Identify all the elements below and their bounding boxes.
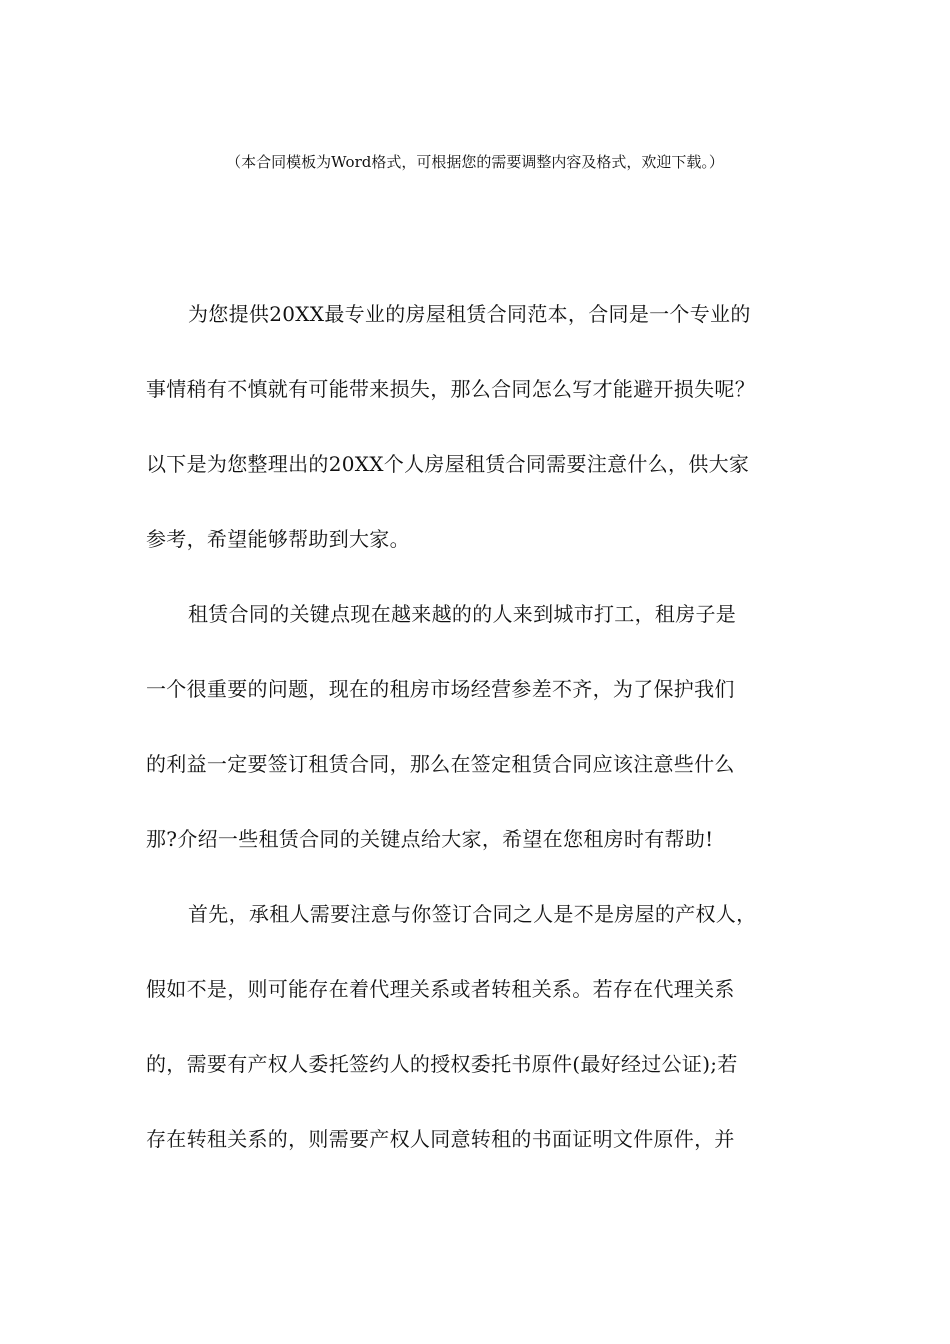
paragraph-line: 假如不是，则可能存在着代理关系或者转租关系。若存在代理关系 [146,977,735,1001]
paragraph-line: 的利益一定要签订租赁合同，那么在签定租赁合同应该注意些什么 [146,752,735,776]
paragraph-line: 为您提供20XX最专业的房屋租赁合同范本，合同是一个专业的 [188,302,751,326]
paragraph-line: 参考，希望能够帮助到大家。 [146,527,410,551]
paragraph-line: 一个很重要的问题，现在的租房市场经营参差不齐，为了保护我们 [146,677,735,701]
paragraph-line: 存在转租关系的，则需要产权人同意转租的书面证明文件原件，并 [146,1127,735,1151]
template-note: （本合同模板为Word格式，可根据您的需要调整内容及格式，欢迎下载。） [226,153,724,171]
paragraph-line: 的，需要有产权人委托签约人的授权委托书原件(最好经过公证);若 [146,1052,738,1076]
paragraph-line: 事情稍有不慎就有可能带来损失，那么合同怎么写才能避开损失呢？ [146,377,755,401]
paragraph-line: 以下是为您整理出的20XX个人房屋租赁合同需要注意什么，供大家 [146,452,750,476]
paragraph-line: 那?介绍一些租赁合同的关键点给大家，希望在您租房时有帮助! [146,827,714,851]
paragraph-line: 租赁合同的关键点现在越来越的的人来到城市打工，租房子是 [188,602,737,626]
paragraph-line: 首先，承租人需要注意与你签订合同之人是不是房屋的产权人， [188,902,757,926]
